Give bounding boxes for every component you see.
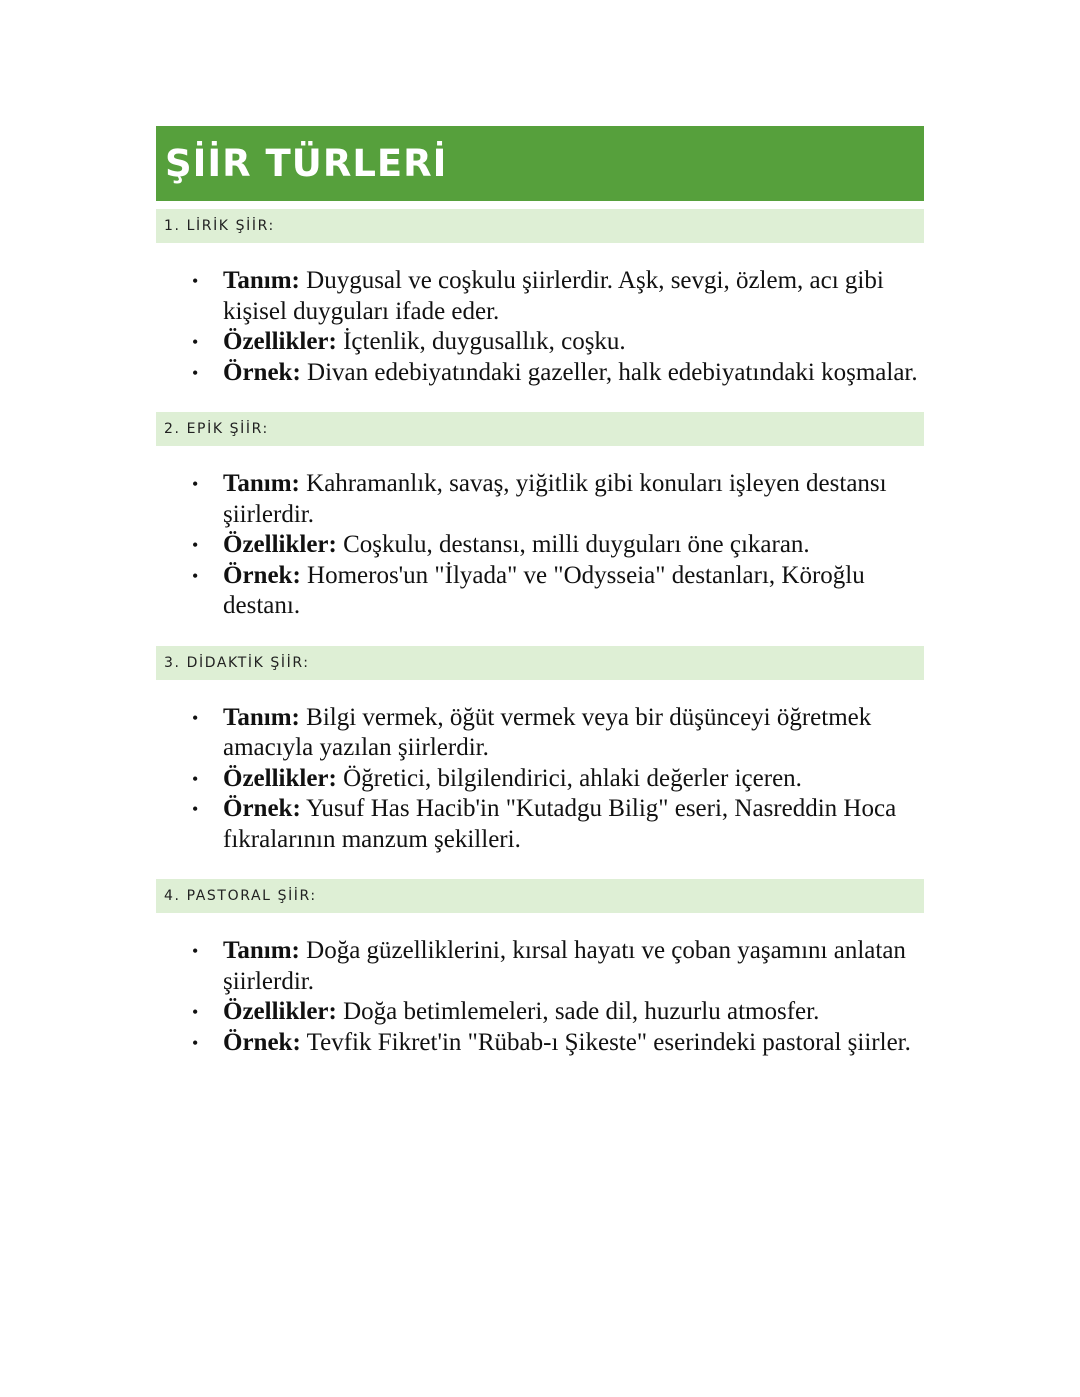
bullet-icon: • xyxy=(192,799,199,819)
section-pastoral xyxy=(156,879,924,1058)
section-heading-bar xyxy=(156,646,924,680)
section-didaktik xyxy=(156,646,924,856)
item-text: Bilgi vermek, öğüt vermek veya bir düşünceyi öğretmek amacıyla yazılan şiirlerdir. xyxy=(223,703,872,761)
title-banner xyxy=(156,126,924,201)
item-text: Doğa güzelliklerini, kırsal hayatı ve çoban yaşamını anlatan şiirlerdir. xyxy=(223,937,906,995)
item-text: Kahramanlık, savaş, yiğitlik gibi konuları işleyen destansı şiirlerdir. xyxy=(223,470,887,528)
item-label: Özellikler: xyxy=(223,328,337,355)
list-item-definition xyxy=(192,936,924,997)
item-label: Örnek: xyxy=(223,795,301,822)
section-heading: 4. PASTORAL ŞİİR: xyxy=(164,888,317,904)
section-heading: 3. DİDAKTİK ŞİİR: xyxy=(164,654,310,671)
item-label: Özellikler: xyxy=(223,764,337,792)
list-item-definition xyxy=(192,703,924,764)
list-item-example xyxy=(192,794,924,855)
bullet-icon: • xyxy=(192,362,199,383)
item-label: Özellikler: xyxy=(223,998,337,1025)
list-item-definition xyxy=(192,469,924,530)
page-title: ŞİİR TÜRLERİ xyxy=(165,142,448,185)
item-text: Divan edebiyatındaki gazeller, halk edebiyatındaki koşmalar. xyxy=(300,358,918,386)
section-list xyxy=(156,703,924,856)
sections-container xyxy=(156,209,924,1058)
item-text: Tevfik Fikret'in "Rübab-ı Şikeste" eserindeki pastoral şiirler. xyxy=(300,1028,911,1056)
section-list xyxy=(156,266,924,388)
item-text: Duygusal ve coşkulu şiirlerdir. Aşk, sevgi, özlem, acı gibi kişisel duyguları ifade eder. xyxy=(223,267,884,325)
bullet-icon: • xyxy=(192,474,199,494)
list-item-example xyxy=(192,561,924,622)
bullet-icon: • xyxy=(192,941,199,961)
item-text: Doğa betimlemeleri, sade dil, huzurlu atmosfer. xyxy=(336,998,820,1025)
list-item-features xyxy=(192,764,924,795)
item-text: İçtenlik, duygusallık, coşku. xyxy=(336,328,626,355)
list-item-definition xyxy=(192,266,924,327)
bullet-icon: • xyxy=(192,707,199,728)
document-page xyxy=(156,126,924,1058)
item-label: Özellikler: xyxy=(223,531,337,558)
item-text: Öğretici, bilgilendirici, ahlaki değerler içeren. xyxy=(336,764,802,792)
item-label: Örnek: xyxy=(223,561,301,589)
section-epik xyxy=(156,412,924,622)
item-label: Tanım: xyxy=(223,937,300,964)
section-list xyxy=(156,936,924,1058)
bullet-icon: • xyxy=(192,1032,199,1053)
item-label: Tanım: xyxy=(223,470,300,497)
list-item-features xyxy=(192,530,924,561)
bullet-icon: • xyxy=(192,565,199,586)
item-text: Homeros'un "İlyada" ve "Odysseia" destanları, Köroğlu destanı. xyxy=(223,561,865,619)
section-heading-bar xyxy=(156,209,924,243)
list-item-features xyxy=(192,327,924,358)
section-heading: 2. EPİK ŞİİR: xyxy=(164,421,269,437)
item-text: Coşkulu, destansı, milli duyguları öne çıkaran. xyxy=(336,531,810,558)
item-label: Tanım: xyxy=(223,267,300,294)
item-label: Tanım: xyxy=(223,703,300,731)
bullet-icon: • xyxy=(192,271,199,291)
section-heading-bar xyxy=(156,879,924,913)
bullet-icon: • xyxy=(192,768,199,789)
section-heading: 1. LİRİK ŞİİR: xyxy=(164,218,275,234)
bullet-icon: • xyxy=(192,535,199,555)
list-item-features xyxy=(192,997,924,1028)
section-list xyxy=(156,469,924,622)
item-label: Örnek: xyxy=(223,358,301,386)
list-item-example xyxy=(192,358,924,389)
section-heading-bar xyxy=(156,412,924,446)
bullet-icon: • xyxy=(192,332,199,352)
list-item-example xyxy=(192,1028,924,1059)
bullet-icon: • xyxy=(192,1002,199,1022)
section-lirik xyxy=(156,209,924,388)
item-text: Yusuf Has Hacib'in "Kutadgu Bilig" eseri, Nasreddin Hoca fıkralarının manzum şekilleri. xyxy=(223,795,897,853)
item-label: Örnek: xyxy=(223,1028,301,1056)
